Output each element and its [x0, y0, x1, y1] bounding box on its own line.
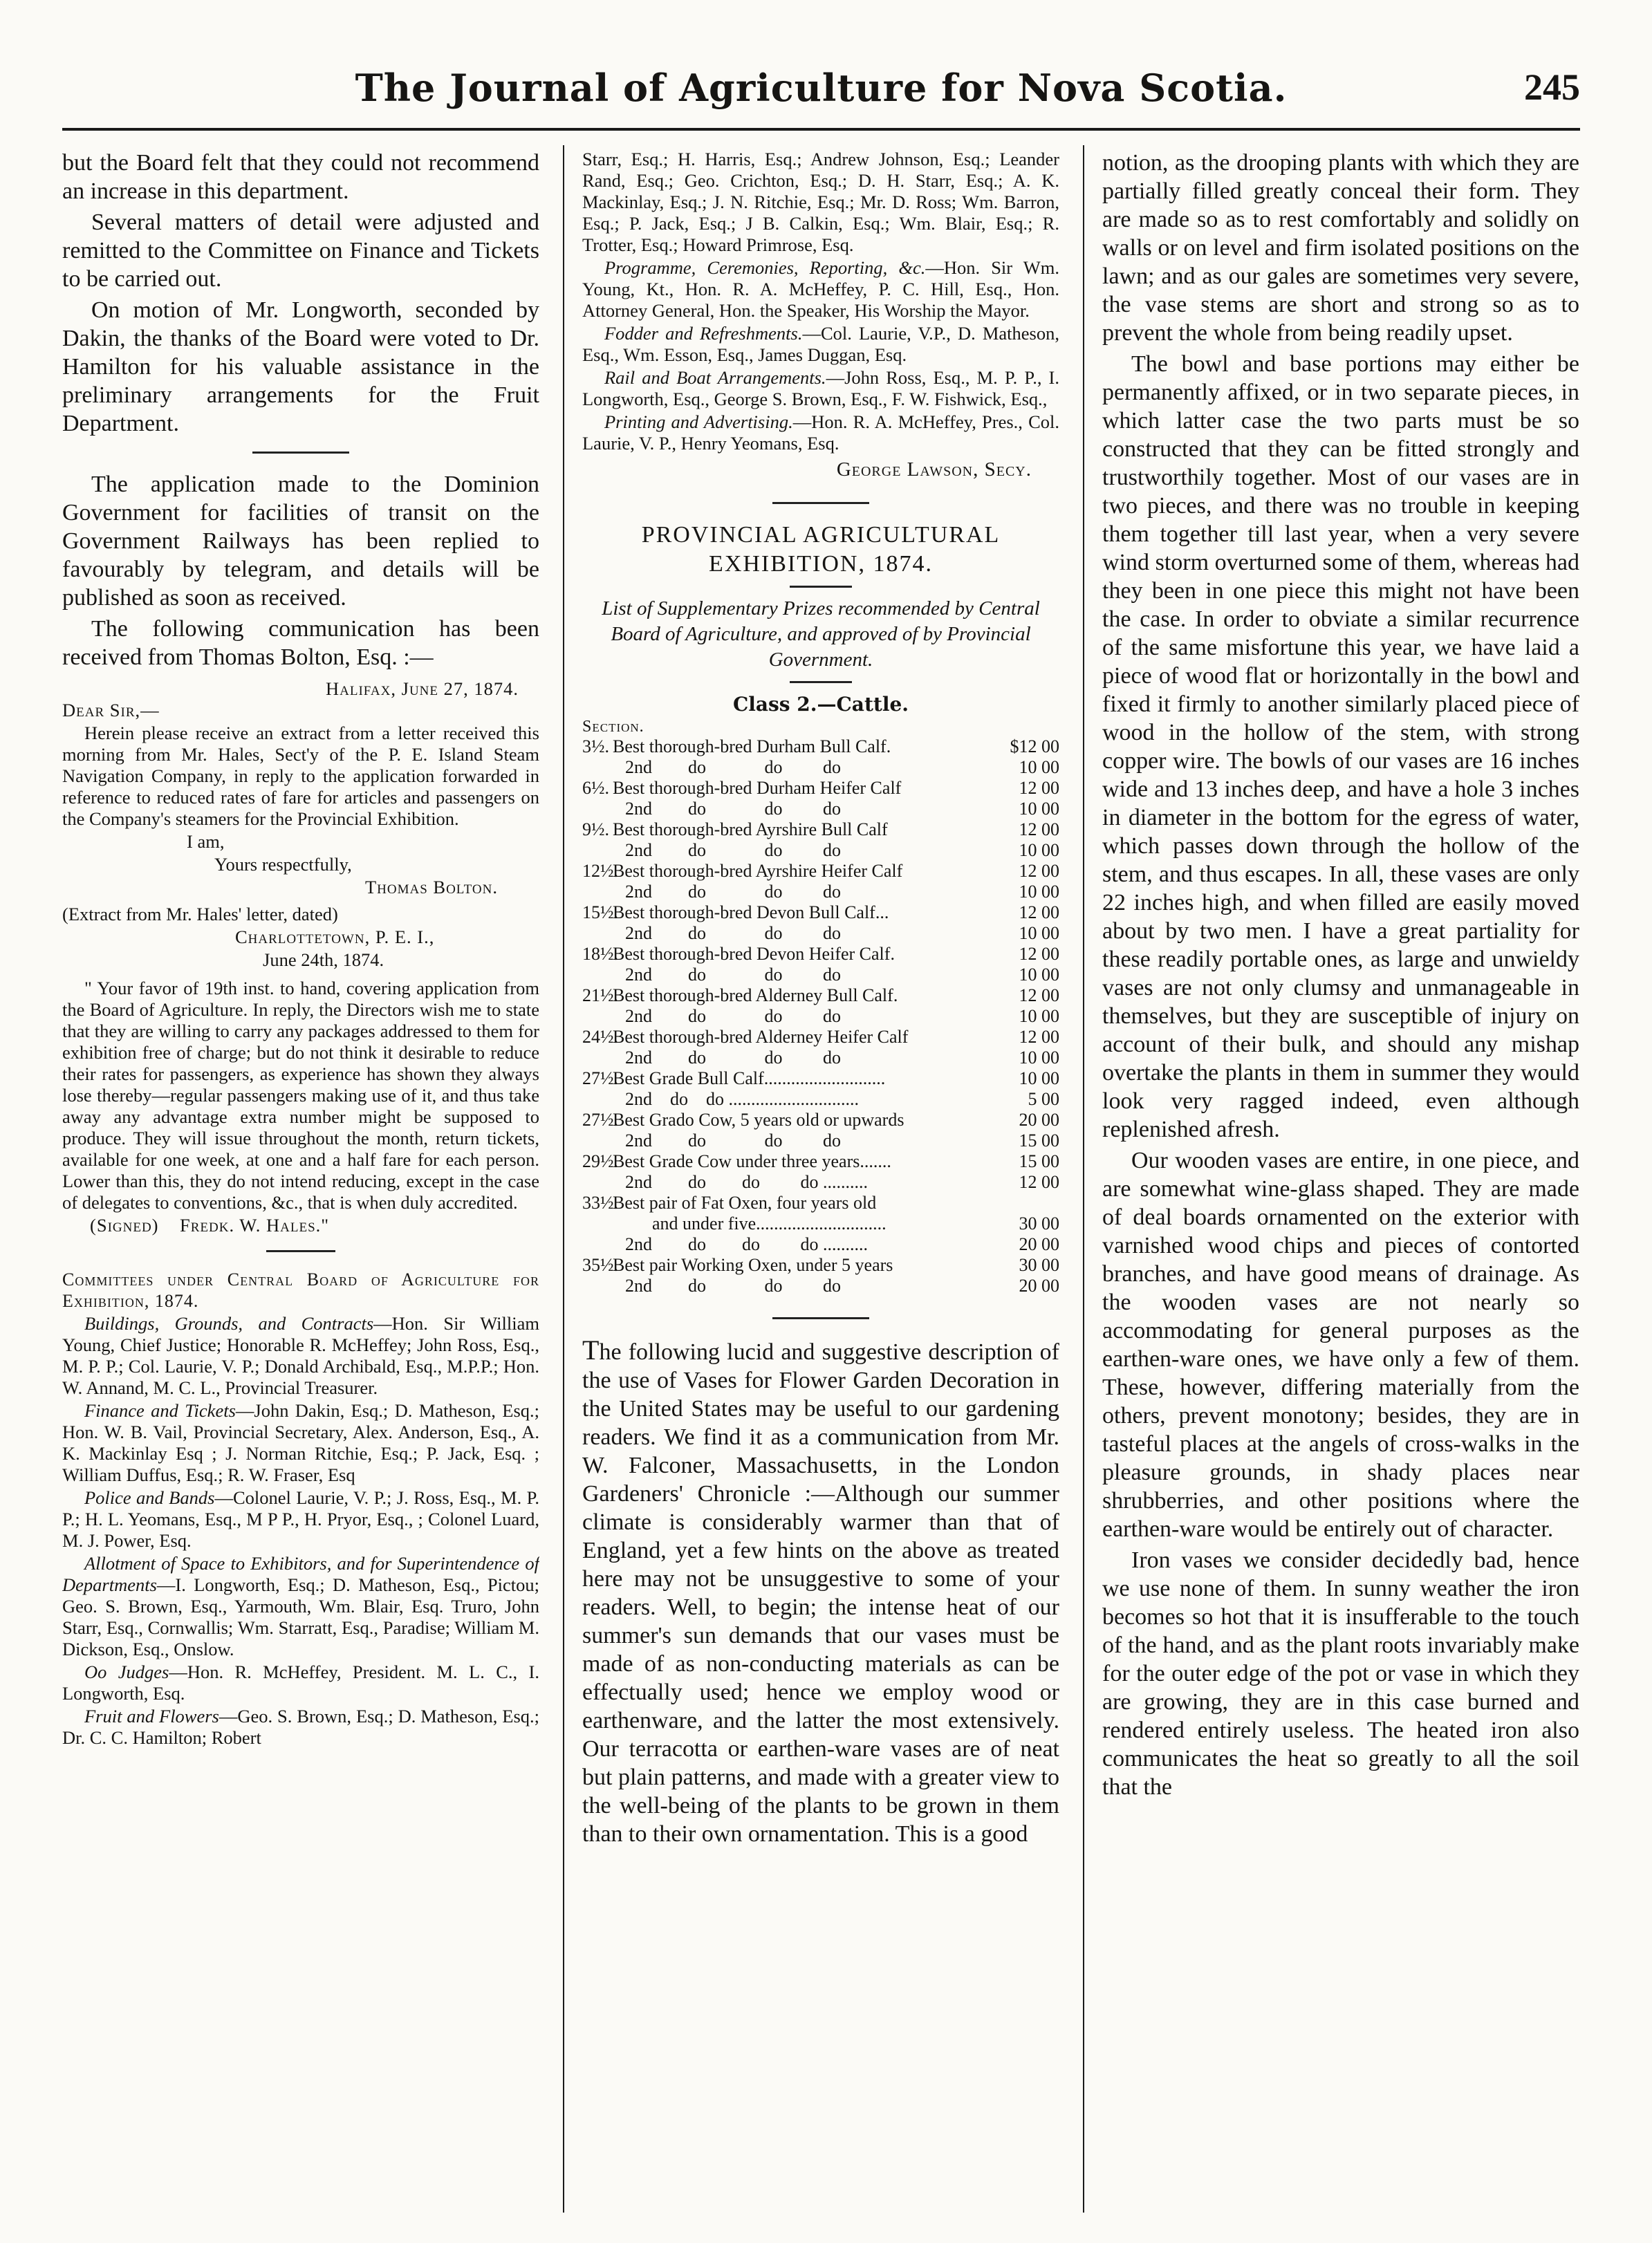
letter-body: Herein please receive an extract from a letter received this morning from Mr. Hales, Sect'y of the P. E. Island Steam Navigation Company, in reply to the application forwarded in reference to reduced rates of fare for articles and passengers on the Company's steamers for the Provincial Exhibition. — [62, 723, 539, 829]
committee-entry — [582, 411, 1059, 454]
letter-closing: Yours respectfully, — [214, 854, 352, 875]
prize-section: 12½. — [582, 861, 618, 881]
extract-date: June 24th, 1874. — [263, 949, 384, 970]
prize-section — [582, 1276, 613, 1296]
prize-row — [582, 1276, 1059, 1296]
secretary-signature: George Lawson, Secy. — [836, 458, 1032, 481]
prize-row — [582, 902, 1059, 923]
list-subheading: List of Supplementary Prizes recommended by Central Board of Agriculture, and approved of by Provincial Government. — [602, 597, 1040, 671]
section-divider — [790, 681, 852, 683]
committee-entry — [62, 1487, 539, 1552]
committee-members: —Hon. Sir Wm. Young, Kt., Hon. R. A. McHeffey, P. C. Hill, Esq., Hon. Attorney General, Hon. the Speaker, His Worship the Mayor. — [582, 257, 1059, 321]
committee-label: Programme, Ceremonies, Reporting, &c. — [604, 257, 926, 278]
prize-row — [582, 1172, 1059, 1193]
prize-section: 6½. — [582, 778, 609, 798]
section-divider — [790, 586, 852, 588]
committee-entry — [62, 1553, 539, 1660]
prize-section — [582, 1234, 613, 1255]
section-divider — [772, 502, 869, 504]
prize-amount: 10 00 — [1019, 1006, 1059, 1026]
section-divider — [772, 1317, 869, 1319]
committee-entry — [62, 1706, 539, 1749]
prize-row — [582, 1068, 1059, 1089]
paragraph: The following lucid and suggestive description of the use of Vases for Flower Garden Decoration in the United States may be useful to our gardening readers. We find it as a communication from Mr. W. Falconer, Massachusetts, in the London Gardeners' Chronicle :—Although our summer climate is considerably warmer than that of England, yet a few hints on the above as treated here may not be unsuggestive to some of your readers. Well, to begin; the intense heat of our summer's sun demands that our vases must be made of as non-conducting materials as can be effectually used; hence we employ wood or earthenware, and the latter the most extensively. Our terracotta or earthen-ware vases are of neat but plain patterns, and made with a greater view to the well-being of the plants to be grown in them than to their own ornamentation. This is a good — [582, 1334, 1059, 1847]
prize-section — [582, 882, 613, 902]
prize-section: 27½. — [582, 1110, 618, 1130]
prize-row — [582, 819, 1059, 840]
prize-amount: 12 00 — [1019, 861, 1059, 881]
section-divider — [266, 1250, 335, 1252]
committee-label: Oo Judges — [84, 1662, 169, 1682]
prize-description: 2nd do do do .......... — [625, 1172, 868, 1192]
paragraph: Iron vases we consider decidedly bad, hence we use none of them. In sunny weather the iron becomes so hot that it is insufferable to the touch of the hand, and as the plant roots invariably make for the outer edge of the pot or vase in which they are growing, they are in this case burned and rendered entirely useless. The heated iron also communicates the heat so greatly to all the soil that the — [1102, 1547, 1579, 1800]
prize-description: 2nd do do do — [625, 799, 841, 819]
prize-list — [582, 736, 1059, 1296]
prize-row — [582, 1048, 1059, 1068]
committee-entry — [62, 1662, 539, 1704]
prize-description: 2nd do do do — [625, 882, 841, 902]
letter-closing: I am, — [187, 831, 225, 852]
prize-section — [582, 1048, 613, 1068]
prize-row — [582, 965, 1059, 985]
committee-members: —Colonel Laurie, V. P.; J. Ross, Esq., M. P. P.; H. L. Yeomans, Esq., M P P., H. Pryor, Esq., ; Colonel Luard, M. J. Power, Esq. — [62, 1487, 539, 1551]
prize-row — [582, 923, 1059, 944]
prize-description: 2nd do do do — [625, 840, 841, 860]
committee-members: —I. Longworth, Esq.; D. Matheson, Esq., Pictou; Geo. S. Brown, Esq., Yarmouth, Wm. Blair, Esq. Truro, John Starr, Esq., Cornwallis; Wm. Starratt, Esq., Paradise; William M. Dickson, Esq., Onslow. — [62, 1574, 539, 1659]
column-divider — [563, 145, 564, 2213]
committee-entry — [62, 1313, 539, 1399]
prize-section — [582, 1213, 613, 1234]
prize-section: 33½. — [582, 1193, 618, 1213]
prize-amount: 10 00 — [1019, 840, 1059, 860]
prize-row — [582, 1006, 1059, 1027]
prize-row — [582, 1110, 1059, 1130]
prize-row — [582, 861, 1059, 882]
committee-members: —Col. Laurie, V.P., D. Matheson, Esq., Wm. Esson, Esq., James Duggan, Esq. — [582, 323, 1059, 365]
prize-description: Best pair of Fat Oxen, four years old — [613, 1193, 877, 1213]
prize-amount: 30 00 — [1019, 1255, 1059, 1275]
committee-label: Rail and Boat Arrangements. — [604, 367, 826, 388]
prize-amount: 12 00 — [1019, 1172, 1059, 1192]
prize-section: 3½. — [582, 736, 609, 756]
prize-section — [582, 1089, 613, 1110]
letter-signature: Thomas Bolton. — [364, 877, 498, 897]
committee-entry — [582, 367, 1059, 410]
prize-row — [582, 985, 1059, 1006]
quoted-letter: " Your favor of 19th inst. to hand, covering application from the Board of Agriculture. In reply, the Directors wish me to state that they are willing to carry any packages addressed to them for exhibition free of charge; but do not think it desirable to reduce their rates for passengers, as experience has shown they always lose thereby—regular passengers making use of it, and thus take away any advantage extra number might be supposed to produce. They will issue throughout the month, return tickets, available for one week, at one and a half fare for each person. Lower than this, they do not intend reducing, except in the case of delegates to conventions, &c., that is when duly accredited. — [62, 978, 539, 1213]
prize-section: 15½. — [582, 902, 618, 922]
prize-amount: 20 00 — [1019, 1234, 1059, 1254]
prize-amount: 10 00 — [1019, 882, 1059, 902]
prize-section — [582, 1130, 613, 1151]
committee-members: —Hon. R. McHeffey, President. M. L. C., I. Longworth, Esq. — [62, 1662, 539, 1704]
prize-section — [582, 923, 613, 944]
committee-members: —Hon. R. A. McHeffey, Pres., Col. Laurie, V. P., Henry Yeomans, Esq. — [582, 411, 1059, 454]
prize-amount: 10 00 — [1019, 1068, 1059, 1088]
prize-section — [582, 757, 613, 778]
prize-description: 2nd do do do — [625, 1276, 841, 1296]
prize-amount: 5 00 — [1028, 1089, 1059, 1109]
prize-row — [582, 882, 1059, 902]
prize-description: 2nd do do do — [625, 1130, 841, 1151]
committee-entry — [582, 257, 1059, 322]
committee-members: —Hon. Sir William Young, Chief Justice; Honorable R. McHeffey; John Ross, Esq., M. P. P.; Col. Laurie, V. P.; Donald Archibald, Esq., M.P.P.; Hon. W. Annand, M. C. L., Provincial Treasurer. — [62, 1313, 539, 1398]
prize-section — [582, 1172, 613, 1193]
prize-row — [582, 1130, 1059, 1151]
prize-description: Best thorough-bred Devon Bull Calf... — [613, 902, 889, 922]
prize-row — [582, 1089, 1059, 1110]
prize-row — [582, 840, 1059, 861]
prize-amount: 30 00 — [1019, 1213, 1059, 1234]
prize-amount: 10 00 — [1019, 1048, 1059, 1068]
committee-label: Finance and Tickets — [84, 1400, 236, 1421]
committee-label: Allotment of Space to Exhibitors, and for Superintendence of Departments — [62, 1553, 539, 1595]
prize-amount: 12 00 — [1019, 985, 1059, 1005]
prize-row — [582, 1255, 1059, 1276]
prize-amount: 12 00 — [1019, 819, 1059, 839]
paragraph: The bowl and base portions may either be permanently affixed, or in two separate pieces, in which latter case the two parts must be so constructed that they can be fitted strongly and trustworthily together. Most of our vases are in two pieces, and there was no trouble in keeping them together till last year, when a very severe wind storm overturned some of them, whereas had they been in one piece this might not have been the case. In order to obviate a similar recurrence of the same misfortune this year, we have laid a piece of wood flat or horizontally in the bowl and fixed it firmly to another similarly placed piece of wood in the hollow of the stem, with strong copper wire. The bowls of our vases are 16 inches wide and 13 inches deep, and have a hole 3 inches in diameter in the bottom for the egress of water, which passes down through the hollow of the stem, and thus escapes. In all, these vases are only 22 inches high, and when filled are easily moved about by two men. I have a great partiality for these readily portable ones, as large and unwieldy vases are not only clumsy and unmanageable in themselves, but they are susceptible of injury on account of their bulk, and should any mishap overtake the plants in them in summer they would look very ragged indeed, even although replenished afresh. — [1102, 351, 1579, 1142]
prize-row — [582, 757, 1059, 778]
committee-label: Fodder and Refreshments. — [604, 323, 803, 344]
column-3 — [1102, 149, 1579, 2216]
paragraph: Several matters of detail were adjusted and remitted to the Committee on Finance and Tickets to be carried out. — [62, 210, 539, 292]
prize-description: 2nd do do do — [625, 1006, 841, 1026]
paragraph: The following communication has been received from Thomas Bolton, Esq. :— — [62, 616, 539, 670]
prize-description: Best thorough-bred Durham Heifer Calf — [613, 778, 902, 798]
section-column-label: Section. — [582, 718, 644, 736]
paragraph: Our wooden vases are entire, in one piece, and are somewhat wine-glass shaped. They are made of deal boards ornamented on the exterior with varnished wood chips and pieces of contorted branches, and have good means of drainage. As the wooden vases are not nearly so accommodating for general purposes as the earthen-ware ones, we have only a few of them. These, however, differing materially from the others, prevent monotony; besides, they are in tasteful places at the angels of cross-walks in the pleasure grounds, in shady places near shrubberries, and other positions where the earthen-ware would be entirely out of character. — [1102, 1148, 1579, 1542]
paragraph: notion, as the drooping plants with which they are partially filled greatly conceal their form. They are made so as to rest comfortably and solidly on walls or on level and firm isolated positions on the lawn; and as our gales are sometimes very severe, the vase stems are short and strong so as to prevent the whole from being readily upset. — [1102, 150, 1579, 346]
class-heading: Class 2.—Cattle. — [732, 693, 909, 716]
prize-description: Best thorough-bred Durham Bull Calf. — [613, 736, 891, 756]
letter-salutation: Dear Sir,— — [62, 700, 160, 720]
prize-row — [582, 1193, 1059, 1213]
prize-row — [582, 1151, 1059, 1172]
column-1 — [62, 149, 539, 2216]
section-divider — [252, 452, 349, 454]
prize-amount: 12 00 — [1019, 944, 1059, 964]
page-header — [62, 66, 1580, 121]
prize-amount: 12 00 — [1019, 1027, 1059, 1047]
prize-row — [582, 778, 1059, 799]
prize-description: Best Grade Bull Calf........................... — [613, 1068, 886, 1088]
prize-section: 24½. — [582, 1027, 618, 1047]
paragraph: On motion of Mr. Longworth, seconded by Dakin, the thanks of the Board were voted to Dr. Hamilton for his valuable assistance in the preliminary arrangements for the Fruit Department. — [62, 297, 539, 436]
prize-row — [582, 799, 1059, 819]
prize-amount: 10 00 — [1019, 965, 1059, 985]
prize-row — [582, 736, 1059, 757]
prize-description: 2nd do do do — [625, 965, 841, 985]
committee-label: Fruit and Flowers — [84, 1706, 219, 1727]
prize-row — [582, 1234, 1059, 1255]
prize-section: 35½. — [582, 1255, 618, 1275]
committee-entry — [62, 1400, 539, 1486]
prize-description: Best thorough-bred Devon Heifer Calf. — [613, 944, 895, 964]
prize-section: 21½. — [582, 985, 618, 1005]
extract-note: (Extract from Mr. Hales' letter, dated) — [62, 904, 338, 924]
column-2 — [582, 149, 1059, 2216]
committees-heading: Committees under Central Board of Agriculture for Exhibition, 1874. — [62, 1269, 539, 1311]
committee-members: Starr, Esq.; H. Harris, Esq.; Andrew Johnson, Esq.; Leander Rand, Esq.; Geo. Crichton, Esq.; D. H. Starr, Esq.; A. K. Mackinlay, Esq.; J. N. Ritchie, Esq.; Mr. D. Ross; Wm. Barron, Esq.; P. Jack, Esq.; J B. Calkin, Esq.; Wm. Blair, Esq.; R. Trotter, Esq.; Howard Primrose, Esq. — [582, 149, 1059, 255]
prize-description: Best thorough-bred Ayrshire Bull Calf — [613, 819, 888, 839]
prize-section: 9½. — [582, 819, 609, 839]
committee-members: —John Dakin, Esq.; D. Matheson, Esq.; Hon. W. B. Vail, Provincial Secretary, Alex. Anderson, Esq., A. K. Mackinlay Esq ; J. Norman Ritchie, Esq.; P. Jack, Esq. ; William Duffus, Esq.; R. W. Fraser, Esq — [62, 1400, 539, 1485]
prize-amount: 10 00 — [1019, 757, 1059, 777]
page-number: 245 — [1524, 66, 1580, 108]
journal-title: The Journal of Agriculture for Nova Scotia. — [355, 66, 1288, 110]
committee-entry — [582, 323, 1059, 366]
prize-description: Best Grade Cow under three years....... — [613, 1151, 891, 1171]
prize-amount: 12 00 — [1019, 902, 1059, 922]
prize-section — [582, 840, 613, 861]
prize-amount: 12 00 — [1019, 778, 1059, 798]
prize-amount: 10 00 — [1019, 923, 1059, 943]
committee-label: Printing and Advertising. — [604, 411, 793, 432]
prize-amount — [1000, 1193, 1059, 1213]
prize-amount: 20 00 — [1019, 1110, 1059, 1130]
prize-description: 2nd do do do .......... — [625, 1234, 868, 1254]
prize-description: Best thorough-bred Alderney Bull Calf. — [613, 985, 898, 1005]
committee-label: Police and Bands — [84, 1487, 215, 1508]
prize-description: 2nd do do do — [625, 1048, 841, 1068]
prize-section — [582, 1006, 613, 1027]
paragraph: The application made to the Dominion Government for facilities of transit on the Government Railways has been replied to favourably by telegram, and details will be published as soon as received. — [62, 472, 539, 611]
paragraph: but the Board felt that they could not recommend an increase in this department. — [62, 150, 539, 204]
prize-amount: 10 00 — [1019, 799, 1059, 819]
prize-amount: 15 00 — [1019, 1151, 1059, 1171]
prize-amount: $12 00 — [1010, 736, 1059, 756]
prize-description: Best pair Working Oxen, under 5 years — [613, 1255, 893, 1275]
prize-description: Best Grado Cow, 5 years old or upwards — [613, 1110, 904, 1130]
prize-section — [582, 965, 613, 985]
prize-description: Best thorough-bred Ayrshire Heifer Calf — [613, 861, 903, 881]
column-divider — [1083, 145, 1084, 2213]
prize-row — [582, 1027, 1059, 1048]
prize-amount: 15 00 — [1019, 1130, 1059, 1151]
prize-description: and under five............................. — [625, 1213, 887, 1234]
extract-place: Charlottetown, P. E. I., — [235, 927, 435, 947]
prize-description: 2nd do do do — [625, 923, 841, 943]
committee-label: Buildings, Grounds, and Contracts — [84, 1313, 374, 1334]
prize-section: 18½. — [582, 944, 618, 964]
prize-section: 29½. — [582, 1151, 618, 1171]
prize-row — [582, 1213, 1059, 1234]
prize-description: Best thorough-bred Alderney Heifer Calf — [613, 1027, 909, 1047]
committee-members: —Geo. S. Brown, Esq.; D. Matheson, Esq.; Dr. C. C. Hamilton; Robert — [62, 1706, 539, 1748]
prize-section: 27½. — [582, 1068, 618, 1088]
prize-description: 2nd do do do — [625, 757, 841, 777]
letter-dateline: Halifax, June 27, 1874. — [325, 678, 519, 699]
quote-signature: (Signed) Fredk. W. Hales." — [90, 1215, 330, 1236]
committee-members: —John Ross, Esq., M. P. P., I. Longworth, Esq., George S. Brown, Esq., F. W. Fishwick, Esq., — [582, 367, 1059, 409]
prize-amount: 20 00 — [1019, 1276, 1059, 1296]
header-rule — [62, 128, 1580, 131]
prize-row — [582, 944, 1059, 965]
prize-section — [582, 799, 613, 819]
exhibition-heading: PROVINCIAL AGRICULTURAL EXHIBITION, 1874. — [641, 522, 1001, 577]
prize-description: 2nd do do ............................. — [625, 1089, 859, 1109]
